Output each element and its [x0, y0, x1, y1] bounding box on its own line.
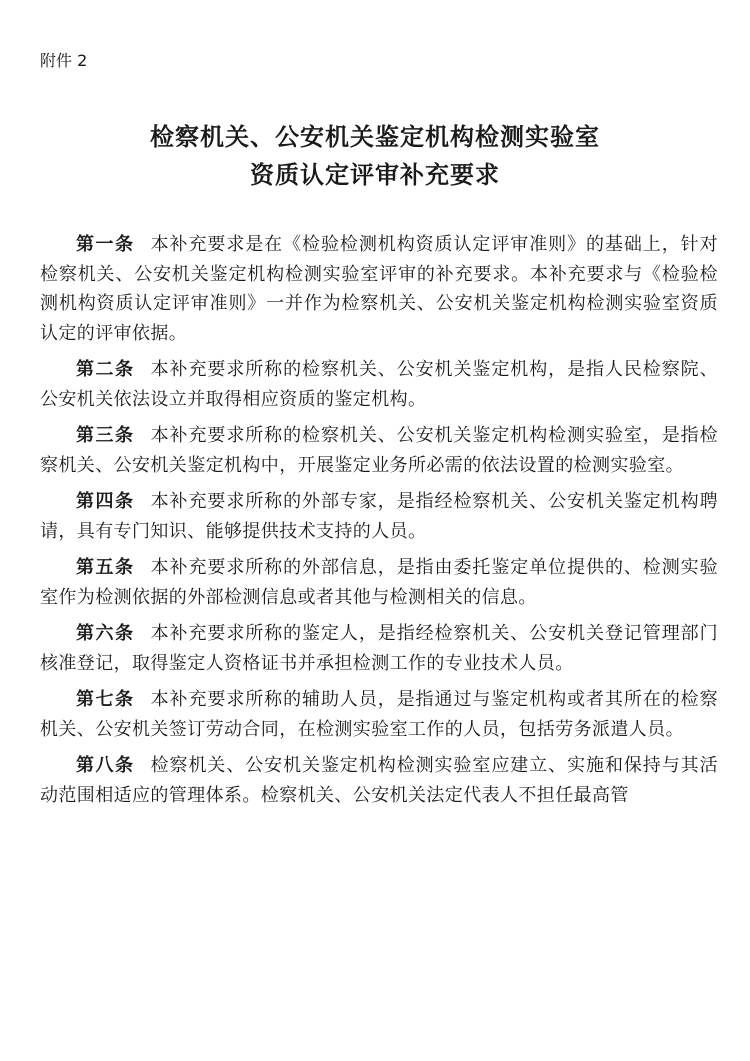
article-text: 本补充要求所称的外部专家，是指经检察机关、公安机关鉴定机构聘请，具有专门知识、能够提供技术支持的人员。: [40, 491, 718, 542]
article-text: 本补充要求是在《检验检测机构资质认定评审准则》的基础上，针对检察机关、公安机关鉴定机构检测实验室评审的补充要求。本补充要求与《检验检测机构资质认定评审准则》一并作为检察机关、公安机关鉴定机构检测实验室资质认定的评审依据。: [40, 234, 718, 344]
article-7: [40, 685, 718, 744]
article-heading: 第七条: [76, 689, 135, 710]
article-text: 本补充要求所称的鉴定人，是指经检察机关、公安机关登记管理部门核准登记，取得鉴定人资格证书并承担检测工作的专业技术人员。: [40, 623, 718, 674]
article-text: 本补充要求所称的外部信息，是指由委托鉴定单位提供的、检测实验室作为检测依据的外部检测信息或者其他与检测相关的信息。: [40, 557, 718, 608]
attachment-label: 附件 2: [40, 51, 88, 70]
article-5: [40, 553, 718, 612]
document-body: [40, 230, 718, 817]
article-3: [40, 421, 718, 480]
article-text: 本补充要求所称的辅助人员，是指通过与鉴定机构或者其所在的检察机关、公安机关签订劳动合同，在检测实验室工作的人员，包括劳务派遣人员。: [40, 689, 718, 740]
article-text: 检察机关、公安机关鉴定机构检测实验室应建立、实施和保持与其活动范围相适应的管理体系。检察机关、公安机关法定代表人不担任最高管: [40, 755, 718, 806]
article-heading: 第二条: [76, 359, 135, 380]
article-1: [40, 230, 718, 348]
article-text: 本补充要求所称的检察机关、公安机关鉴定机构检测实验室，是指检察机关、公安机关鉴定机构中，开展鉴定业务所必需的依法设置的检测实验室。: [40, 425, 718, 476]
article-heading: 第一条: [76, 234, 135, 255]
article-heading: 第五条: [76, 557, 135, 578]
article-heading: 第八条: [76, 755, 135, 776]
article-2: [40, 355, 718, 414]
article-6: [40, 619, 718, 678]
article-4: [40, 487, 718, 546]
document-title-line-2: 资质认定评审补充要求: [250, 161, 500, 189]
article-heading: 第四条: [76, 491, 135, 512]
article-heading: 第三条: [76, 425, 135, 446]
article-heading: 第六条: [76, 623, 135, 644]
article-text: 本补充要求所称的检察机关、公安机关鉴定机构，是指人民检察院、公安机关依法设立并取得相应资质的鉴定机构。: [40, 359, 718, 410]
article-8: [40, 751, 718, 810]
document-title-line-1: 检察机关、公安机关鉴定机构检测实验室: [150, 123, 600, 151]
